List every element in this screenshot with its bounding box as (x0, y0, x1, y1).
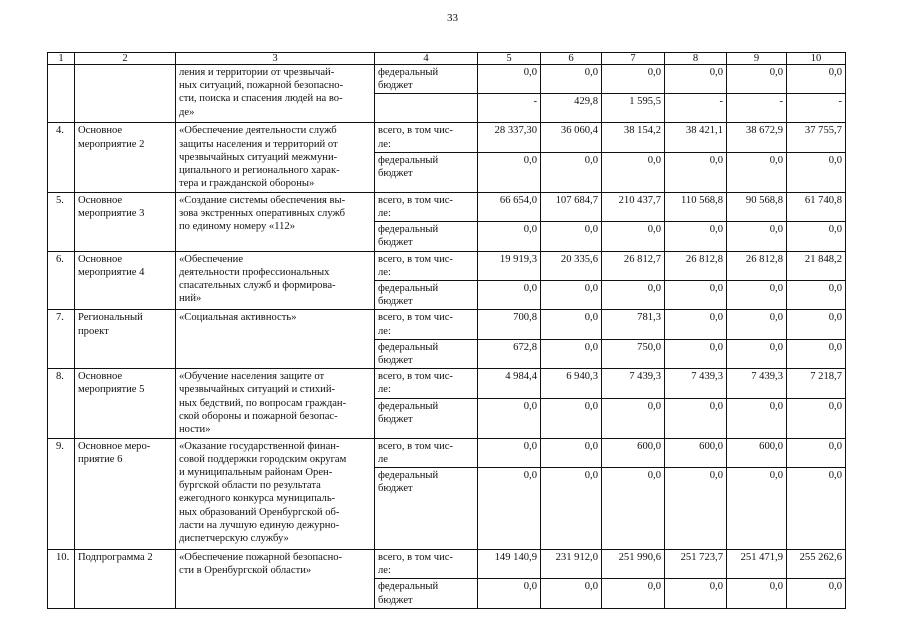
value-cell: 0,0 (727, 222, 787, 251)
value-cell: 0,0 (787, 281, 846, 310)
value-cell: 0,0 (541, 468, 602, 550)
page-number: 33 (447, 12, 458, 24)
value-cell: 0,0 (541, 152, 602, 192)
value-cell: 0,0 (727, 398, 787, 438)
value-cell: 0,0 (665, 339, 727, 368)
funding-source: всего, в том чис- ле: (375, 251, 478, 280)
header-cell: 5 (478, 53, 541, 65)
value-cell: 61 740,8 (787, 192, 846, 221)
value-cell: 149 140,9 (478, 550, 541, 579)
value-cell: 0,0 (665, 579, 727, 608)
funding-source: всего, в том чис- ле: (375, 310, 478, 339)
activity-name: Региональный проект (75, 310, 176, 369)
value-cell: 90 568,8 (727, 192, 787, 221)
activity-description: «Обучение населения защите от чрезвычайных ситуаций и стихий- ных бедствий, по вопросам граждан- ской обороны и пожарной безопас- ности» (176, 369, 375, 438)
value-cell: 750,0 (602, 339, 665, 368)
row-number: 8. (48, 369, 75, 438)
value-cell: 37 755,7 (787, 123, 846, 152)
value-cell: - (478, 94, 541, 123)
value-cell: 781,3 (602, 310, 665, 339)
activity-description: «Обеспечение пожарной безопасно- сти в Оренбургской области» (176, 550, 375, 609)
value-cell: 231 912,0 (541, 550, 602, 579)
value-cell: 38 154,2 (602, 123, 665, 152)
funding-source (375, 94, 478, 123)
row-number: 10. (48, 550, 75, 609)
value-cell: 0,0 (787, 222, 846, 251)
funding-source: федеральный бюджет (375, 339, 478, 368)
value-cell: 38 672,9 (727, 123, 787, 152)
activity-name: Основное меро- приятие 6 (75, 438, 176, 549)
funding-source: всего, в том чис- ле: (375, 550, 478, 579)
activity-name: Основное мероприятие 2 (75, 123, 176, 192)
value-cell: 26 812,7 (602, 251, 665, 280)
value-cell: 0,0 (665, 222, 727, 251)
value-cell: - (665, 94, 727, 123)
value-cell: 0,0 (541, 579, 602, 608)
header-cell: 6 (541, 53, 602, 65)
value-cell: 36 060,4 (541, 123, 602, 152)
value-cell: 0,0 (787, 310, 846, 339)
funding-source: всего, в том чис- ле: (375, 369, 478, 398)
table-body (48, 53, 846, 609)
header-cell: 8 (665, 53, 727, 65)
value-cell: 6 940,3 (541, 369, 602, 398)
funding-source: федеральный бюджет (375, 65, 478, 94)
value-cell: 0,0 (541, 65, 602, 94)
value-cell: 672,8 (478, 339, 541, 368)
value-cell: 28 337,30 (478, 123, 541, 152)
table-row (48, 123, 846, 152)
value-cell: 0,0 (727, 152, 787, 192)
value-cell: 0,0 (541, 438, 602, 467)
table-row (48, 192, 846, 221)
value-cell: 0,0 (727, 310, 787, 339)
funding-source: федеральный бюджет (375, 152, 478, 192)
value-cell: 0,0 (602, 468, 665, 550)
value-cell: 0,0 (727, 468, 787, 550)
value-cell: 21 848,2 (787, 251, 846, 280)
activity-description: «Социальная активность» (176, 310, 375, 369)
value-cell: 0,0 (541, 281, 602, 310)
value-cell: 0,0 (787, 438, 846, 467)
row-number: 9. (48, 438, 75, 549)
value-cell: 0,0 (602, 398, 665, 438)
funding-source: всего, в том чис- ле: (375, 123, 478, 152)
header-cell: 9 (727, 53, 787, 65)
value-cell: 0,0 (478, 398, 541, 438)
value-cell: 0,0 (541, 398, 602, 438)
value-cell: 4 984,4 (478, 369, 541, 398)
value-cell: 0,0 (602, 152, 665, 192)
funding-source: федеральный бюджет (375, 468, 478, 550)
activity-name: Основное мероприятие 5 (75, 369, 176, 438)
activity-name (75, 65, 176, 123)
row-number (48, 65, 75, 123)
value-cell: 0,0 (727, 579, 787, 608)
value-cell: 0,0 (727, 339, 787, 368)
value-cell: 0,0 (787, 579, 846, 608)
funding-source: федеральный бюджет (375, 579, 478, 608)
value-cell: 0,0 (787, 65, 846, 94)
value-cell: 0,0 (665, 152, 727, 192)
activity-name: Основное мероприятие 4 (75, 251, 176, 310)
value-cell: 107 684,7 (541, 192, 602, 221)
row-number: 7. (48, 310, 75, 369)
value-cell: 0,0 (602, 281, 665, 310)
row-number: 6. (48, 251, 75, 310)
funding-source: федеральный бюджет (375, 222, 478, 251)
header-cell: 3 (176, 53, 375, 65)
header-cell: 4 (375, 53, 478, 65)
table-row (48, 550, 846, 579)
value-cell: 66 654,0 (478, 192, 541, 221)
value-cell: 600,0 (602, 438, 665, 467)
value-cell: 0,0 (787, 398, 846, 438)
value-cell: 0,0 (478, 152, 541, 192)
funding-source: всего, в том чис- ле: (375, 192, 478, 221)
value-cell: 0,0 (478, 579, 541, 608)
value-cell: 210 437,7 (602, 192, 665, 221)
value-cell: 0,0 (787, 468, 846, 550)
value-cell: 26 812,8 (727, 251, 787, 280)
budget-table (47, 52, 846, 609)
table-row (48, 369, 846, 398)
activity-name: Подпрограмма 2 (75, 550, 176, 609)
value-cell: 0,0 (602, 222, 665, 251)
value-cell: 429,8 (541, 94, 602, 123)
activity-name: Основное мероприятие 3 (75, 192, 176, 251)
value-cell: 0,0 (787, 152, 846, 192)
header-cell: 2 (75, 53, 176, 65)
value-cell: 700,8 (478, 310, 541, 339)
value-cell: 26 812,8 (665, 251, 727, 280)
value-cell: 0,0 (478, 222, 541, 251)
header-row (48, 53, 846, 65)
value-cell: 0,0 (665, 398, 727, 438)
value-cell: 0,0 (665, 310, 727, 339)
value-cell: 38 421,1 (665, 123, 727, 152)
activity-description: «Обеспечение деятельности профессиональных спасательных служб и формирова- ний» (176, 251, 375, 310)
value-cell: 0,0 (541, 339, 602, 368)
row-number: 4. (48, 123, 75, 192)
value-cell: 600,0 (727, 438, 787, 467)
header-cell: 7 (602, 53, 665, 65)
value-cell: 0,0 (787, 339, 846, 368)
value-cell: 0,0 (727, 281, 787, 310)
value-cell: 251 990,6 (602, 550, 665, 579)
value-cell: 1 595,5 (602, 94, 665, 123)
value-cell: 255 262,6 (787, 550, 846, 579)
value-cell: - (727, 94, 787, 123)
value-cell: 0,0 (602, 579, 665, 608)
funding-source: всего, в том чис- ле (375, 438, 478, 467)
activity-description: «Оказание государственной финан- совой поддержки городским округам и муниципальным районам Орен- бургской области по результата ежегодного конкурса муниципаль- ных образований Оренбургской об- ласти на лучшую единую дежурно- диспетчерскую службу» (176, 438, 375, 549)
value-cell: 0,0 (665, 281, 727, 310)
value-cell: 7 439,3 (727, 369, 787, 398)
row-number: 5. (48, 192, 75, 251)
value-cell: 0,0 (602, 65, 665, 94)
value-cell: 0,0 (478, 468, 541, 550)
activity-description: ления и территории от чрезвычай- ных ситуаций, пожарной безопасно- сти, поиска и спасения людей на во- де» (176, 65, 375, 123)
value-cell: 7 439,3 (665, 369, 727, 398)
value-cell: 0,0 (478, 438, 541, 467)
value-cell: 0,0 (727, 65, 787, 94)
value-cell: 0,0 (478, 65, 541, 94)
value-cell: 7 218,7 (787, 369, 846, 398)
value-cell: 0,0 (541, 222, 602, 251)
value-cell: 251 471,9 (727, 550, 787, 579)
funding-source: федеральный бюджет (375, 398, 478, 438)
value-cell: 19 919,3 (478, 251, 541, 280)
value-cell: 110 568,8 (665, 192, 727, 221)
activity-description: «Обеспечение деятельности служб защиты населения и территорий от чрезвычайных ситуаций межмуни- ципального и регионального харак- тера и гражданской обороны» (176, 123, 375, 192)
table-row (48, 65, 846, 94)
value-cell: 600,0 (665, 438, 727, 467)
header-cell: 1 (48, 53, 75, 65)
table-row (48, 310, 846, 339)
value-cell: 0,0 (541, 310, 602, 339)
table-row (48, 438, 846, 467)
header-cell: 10 (787, 53, 846, 65)
value-cell: 0,0 (665, 65, 727, 94)
activity-description: «Создание системы обеспечения вы- зова экстренных оперативных служб по единому номеру «112» (176, 192, 375, 251)
value-cell: 0,0 (665, 468, 727, 550)
value-cell: 0,0 (478, 281, 541, 310)
value-cell: 7 439,3 (602, 369, 665, 398)
table-row (48, 251, 846, 280)
value-cell: - (787, 94, 846, 123)
value-cell: 251 723,7 (665, 550, 727, 579)
value-cell: 20 335,6 (541, 251, 602, 280)
funding-source: федеральный бюджет (375, 281, 478, 310)
